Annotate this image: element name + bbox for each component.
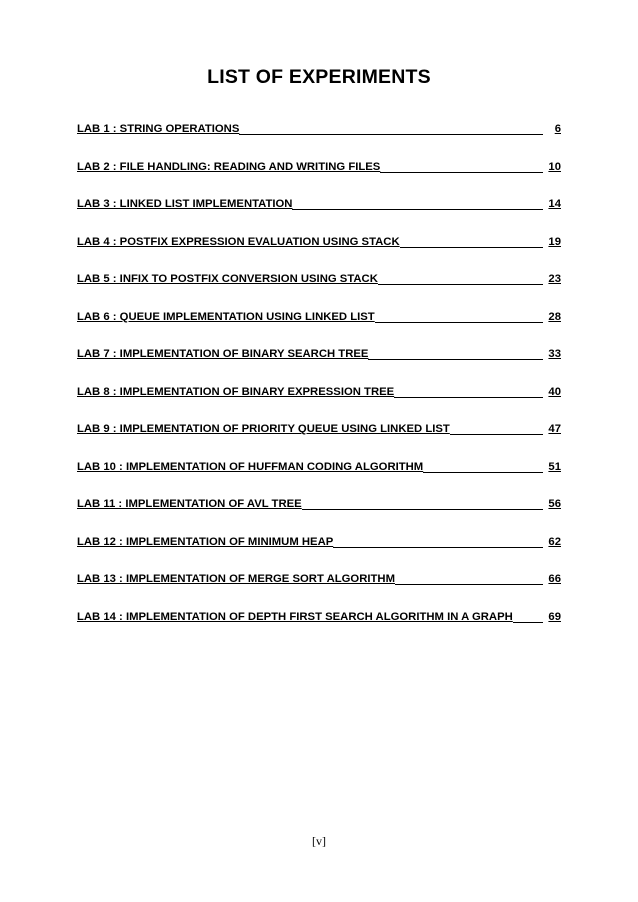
toc-entry-title: LAB 2 : FILE HANDLING: READING AND WRITING FILES [77, 160, 381, 173]
toc-leader-line [375, 321, 543, 323]
toc-entry [77, 160, 561, 198]
toc-entry [77, 122, 561, 160]
toc-leader-line [333, 546, 543, 548]
toc-entry-link[interactable] [77, 460, 561, 474]
toc-leader-line [302, 508, 543, 510]
toc-entry-page: 69 [548, 610, 561, 623]
toc-entry-title: LAB 3 : LINKED LIST IMPLEMENTATION [77, 198, 293, 210]
toc-entry-link[interactable] [77, 497, 561, 511]
toc-entry-title: LAB 7 : IMPLEMENTATION OF BINARY SEARCH TREE [77, 348, 369, 360]
toc-entry [77, 422, 561, 460]
toc-entry-page: 28 [548, 310, 561, 323]
toc-leader-line [380, 171, 543, 173]
toc-leader-line [239, 133, 543, 135]
toc-entry-title: LAB 5 : INFIX TO POSTFIX CONVERSION USING STACK [77, 273, 378, 285]
toc-entry-page: 66 [548, 573, 561, 585]
toc-entry [77, 272, 561, 310]
toc-entry-title: LAB 10 : IMPLEMENTATION OF HUFFMAN CODING ALGORITHM [77, 460, 424, 473]
toc-entry-title: LAB 6 : QUEUE IMPLEMENTATION USING LINKED LIST [77, 310, 375, 323]
toc-entry [77, 347, 561, 385]
toc-leader-line [513, 621, 543, 623]
toc-entry-link[interactable] [77, 235, 561, 249]
toc-entry [77, 610, 561, 648]
toc-entry [77, 572, 561, 610]
page-number: [v] [312, 834, 326, 848]
toc-entry [77, 197, 561, 235]
toc-entry-title: LAB 4 : POSTFIX EXPRESSION EVALUATION USING STACK [77, 235, 400, 248]
toc-entry-title: LAB 9 : IMPLEMENTATION OF PRIORITY QUEUE USING LINKED LIST [77, 423, 450, 435]
toc-entry-page: 40 [548, 385, 561, 398]
toc-leader-line [368, 358, 543, 360]
toc-entry-page: 14 [548, 198, 561, 210]
toc-leader-line [292, 208, 543, 210]
toc-entry-link[interactable] [77, 160, 561, 174]
table-of-contents [77, 122, 561, 647]
toc-entry [77, 310, 561, 348]
toc-entry [77, 497, 561, 535]
toc-entry-page: 6 [554, 123, 561, 135]
toc-entry-page: 62 [548, 535, 561, 548]
toc-entry-link[interactable] [77, 310, 561, 324]
toc-entry [77, 535, 561, 573]
toc-entry-link[interactable] [77, 572, 561, 586]
toc-entry-link[interactable] [77, 272, 561, 286]
toc-entry-link[interactable] [77, 347, 561, 361]
toc-entry-title: LAB 8 : IMPLEMENTATION OF BINARY EXPRESSION TREE [77, 385, 395, 398]
toc-entry-page: 56 [548, 498, 561, 510]
toc-entry-title: LAB 12 : IMPLEMENTATION OF MINIMUM HEAP [77, 535, 334, 548]
toc-leader-line [394, 396, 543, 398]
toc-entry-link[interactable] [77, 197, 561, 211]
toc-entry [77, 385, 561, 423]
toc-entry-link[interactable] [77, 535, 561, 549]
toc-entry-link[interactable] [77, 385, 561, 399]
toc-entry-page: 33 [548, 348, 561, 360]
page-title: LIST OF EXPERIMENTS [207, 66, 431, 88]
toc-entry-link[interactable] [77, 122, 561, 136]
toc-leader-line [378, 283, 543, 285]
toc-entry-link[interactable] [77, 610, 561, 624]
toc-entry-page: 47 [548, 423, 561, 435]
toc-entry-title: LAB 11 : IMPLEMENTATION OF AVL TREE [77, 498, 302, 510]
toc-entry-title: LAB 1 : STRING OPERATIONS [77, 123, 240, 135]
toc-leader-line [395, 583, 543, 585]
toc-entry-title: LAB 13 : IMPLEMENTATION OF MERGE SORT ALGORITHM [77, 573, 395, 585]
toc-leader-line [423, 471, 543, 473]
toc-leader-line [400, 246, 543, 248]
toc-entry [77, 460, 561, 498]
toc-entry-page: 51 [548, 460, 561, 473]
toc-entry [77, 235, 561, 273]
toc-entry-title: LAB 14 : IMPLEMENTATION OF DEPTH FIRST SEARCH ALGORITHM IN A GRAPH [77, 610, 513, 623]
toc-entry-page: 19 [548, 235, 561, 248]
toc-entry-link[interactable] [77, 422, 561, 436]
toc-entry-page: 10 [548, 160, 561, 173]
toc-entry-page: 23 [548, 273, 561, 285]
toc-leader-line [450, 433, 543, 435]
